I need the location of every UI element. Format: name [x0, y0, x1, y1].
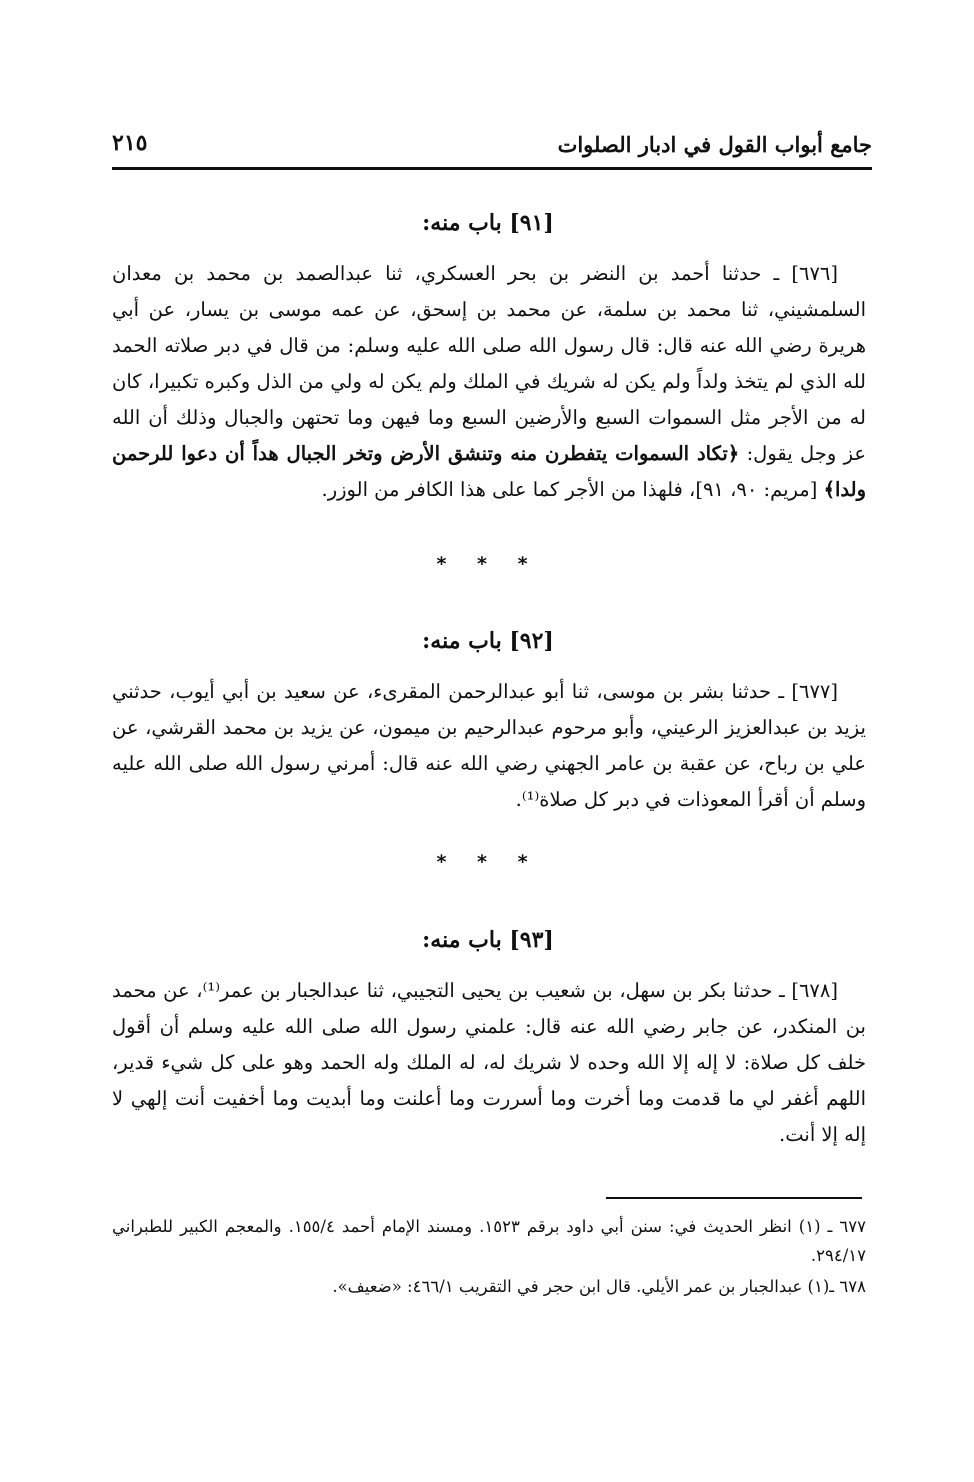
running-title: جامع أبواب القول في ادبار الصلوات — [557, 132, 872, 157]
footnote-678: ٦٧٨ ـ(١) عبدالجبار بن عمر الأيلي. قال ابن حجر في التقريب ٤٦٦/١: «ضعيف». — [332, 1277, 866, 1296]
footnotes — [112, 1212, 866, 1303]
section-title-91: [٩١] باب منه: — [422, 210, 554, 236]
section-title-92: [٩٢] باب منه: — [422, 628, 554, 654]
section-separator-2: * * * — [436, 851, 540, 873]
section-title-93: [٩٣] باب منه: — [422, 927, 554, 953]
verse-reference-and-tail: [مريم: ٩٠، ٩١]، فلهذا من الأجر كما على هذا الكافر من الوزر. — [321, 478, 818, 501]
section-text-91 — [112, 256, 866, 508]
section-separator-1: * * * — [436, 553, 540, 575]
page-number: ٢١٥ — [112, 130, 148, 156]
quran-verse: ﴿تكاد السموات يتفطرن منه وتنشق الأرض وتخر الجبال هداً أن دعوا للرحمن ولدا﴾ — [112, 442, 866, 501]
footnote-rule — [606, 1197, 862, 1199]
section-text-92 — [112, 674, 866, 818]
header-rule — [112, 167, 872, 170]
section-text-93 — [112, 973, 866, 1153]
hadith-676-text: [٦٧٦] ـ حدثنا أحمد بن النضر بن بحر العسكري، ثنا عبدالصمد بن محمد بن معدان السلمشيني، ثنا محمد بن سلمة، عن محمد بن إسحق، عن عمه موسى بن يسار، عن أبي هريرة رضي الله عنه قال: قال رسول الله صلى الله عليه وسلم: من قال في دبر صلاته الحمد لله الذي لم يتخذ ولداً ولم يكن له شريك في الملك ولم يكن له ولي من الذل وكبره تكبيرا، كان له من الأجر مثل السموات السبع والأرضين السبع وما فيهن وما تحتهن والجبال وذلك أن الله عز وجل يقول: — [112, 262, 866, 465]
hadith-678-text: [٦٧٨] ـ حدثنا بكر بن سهل، بن شعيب بن يحيى التجيبي، ثنا عبدالجبار بن عمر⁽¹⁾، عن محمد بن المنكدر، عن جابر رضي الله عنه قال: علمني رسول الله صلى الله عليه وسلم أن أقول خلف كل صلاة: لا إله إلا الله وحده لا شريك له، له الملك وله الحمد وهو على كل شيء قدير، اللهم أغفر لي ما قدمت وما أخرت وما أسررت وما أعلنت وما أبديت وما أخفيت أنت إلهي لا إله إلا أنت. — [112, 979, 866, 1146]
hadith-677-text: [٦٧٧] ـ حدثنا بشر بن موسى، ثنا أبو عبدالرحمن المقرىء، عن سعيد بن أبي أيوب، حدثني يزيد بن عبدالعزيز الرعيني، وأبو مرحوم عبدالرحيم بن ميمون، عن يزيد بن محمد القرشي، عن علي بن رباح، عن عقبة بن عامر الجهني رضي الله عنه قال: أمرني رسول الله صلى الله عليه وسلم أن أقرأ المعوذات في دبر كل صلاة⁽¹⁾. — [112, 680, 866, 811]
footnote-677: ٦٧٧ ـ (١) انظر الحديث في: سنن أبي داود برقم ١٥٢٣. ومسند الإمام أحمد ١٥٥/٤. والمعجم الكبير للطبراني ٢٩٤/١٧. — [112, 1217, 866, 1265]
running-header — [112, 124, 872, 164]
